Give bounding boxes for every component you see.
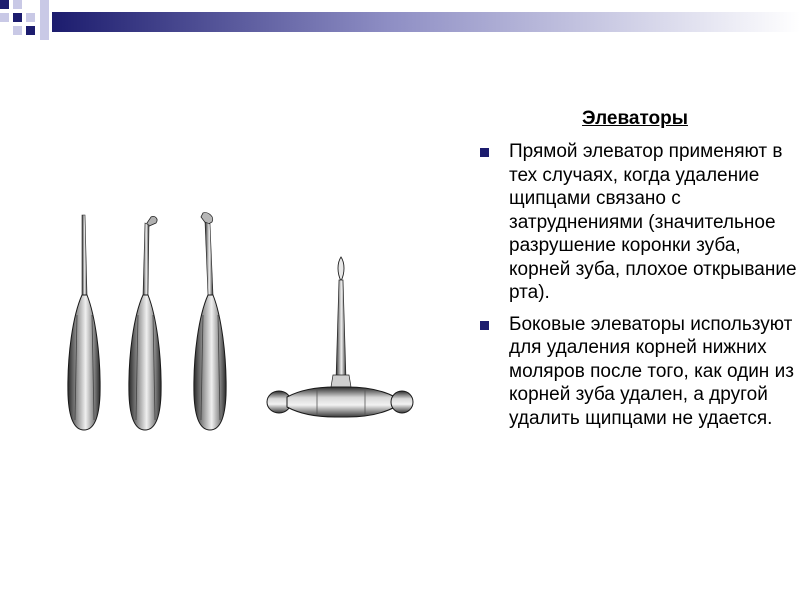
angled-elevator-icon — [129, 216, 161, 430]
bullet-list — [480, 140, 800, 438]
t-bar-elevator-icon — [267, 257, 413, 417]
bullet-text: Прямой элеватор применяют в тех случаях, когда удаление щипцами связано с затруднениями (значительное разрушение коронки зуба, корней зуба, плохое открывание рта). — [509, 141, 797, 303]
slide-title: Элеваторы — [582, 108, 688, 129]
elevators-illustration — [55, 205, 425, 445]
header-decoration — [0, 0, 800, 50]
square-bullet-icon — [480, 321, 489, 330]
angled-elevator-icon — [194, 213, 226, 430]
bullet-item — [480, 140, 800, 305]
bullet-text: Боковые элеваторы используют для удаления корней нижних моляров после того, как один из корней зуба удален, а другой удалить щипцами не удается. — [509, 313, 794, 429]
straight-elevator-icon — [68, 215, 100, 430]
bullet-item — [480, 313, 800, 431]
square-bullet-icon — [480, 148, 489, 157]
